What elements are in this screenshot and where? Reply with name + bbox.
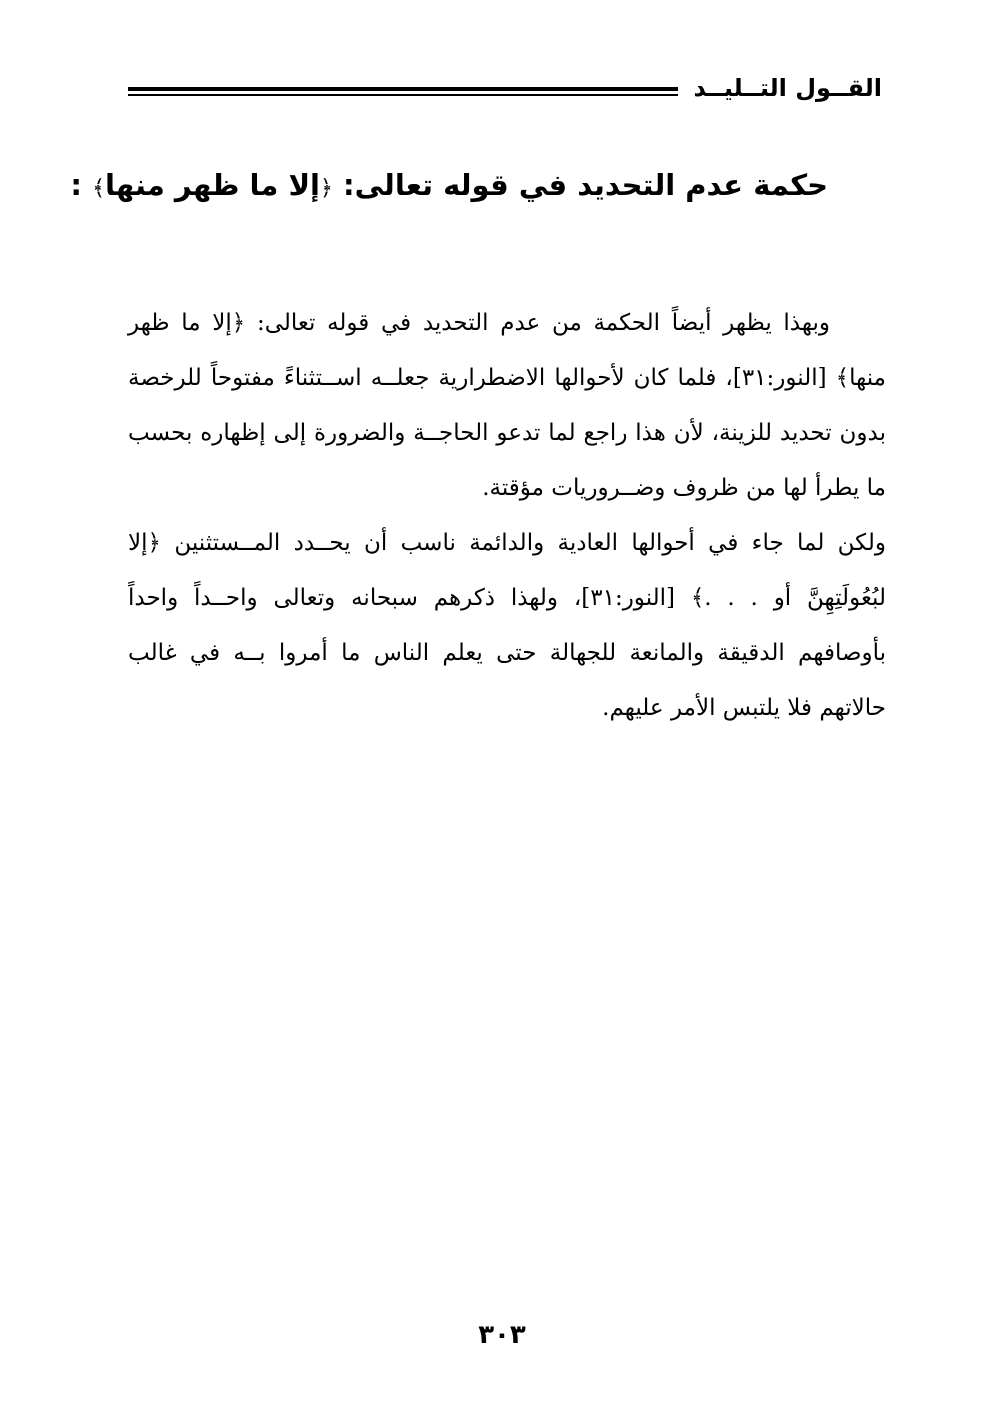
running-title: القــول التــليــد [693, 74, 882, 102]
running-header [128, 70, 882, 110]
header-rule-thick [128, 87, 678, 91]
paragraph-2: ولكن لما جاء في أحوالها العادية والدائمة ناسب أن يحــدد المــستثنين ﴿إلا لبُعُولَتِهِنَّ أو . . .﴾ [النور:٣١]، ولهذا ذكرهم سبحانه وتعالى واحــداً واحداً بأوصافهم الدقيقة والمانعة للجهالة حتى يعلم الناس ما أمروا بــه في غالب حالاتهم فلا يلتبس الأمر عليهم. [128, 530, 886, 721]
ornament-close-bracket: ﴾ [92, 176, 105, 201]
heading-text: حكمة عدم التحديد في قوله تعالى: [343, 168, 828, 202]
ornament-open-bracket: ﴿ [320, 176, 333, 201]
heading-quote: إلا ما ظهر منها [105, 168, 320, 202]
heading-end-mark: : [70, 168, 82, 202]
header-double-rule [128, 87, 678, 95]
page-number: ٣٠٣ [478, 1320, 526, 1350]
section-heading [70, 160, 828, 214]
paragraph-1: وبهذا يظهر أيضاً الحكمة من عدم التحديد في قوله تعالى: ﴿إلا ما ظهر منها﴾ [النور:٣١]، فلما كان لأحوالها الاضطرارية جعلــه اســتثناءً مفتوحاً للرخصة بدون تحديد للزينة، لأن هذا راجع لما تدعو الحاجــة والضرورة إلى إظهاره بحسب ما يطرأ لها من ظروف وضــروريات مؤقتة. [128, 310, 886, 501]
header-rule-thin [128, 94, 678, 96]
body-text [128, 296, 886, 736]
